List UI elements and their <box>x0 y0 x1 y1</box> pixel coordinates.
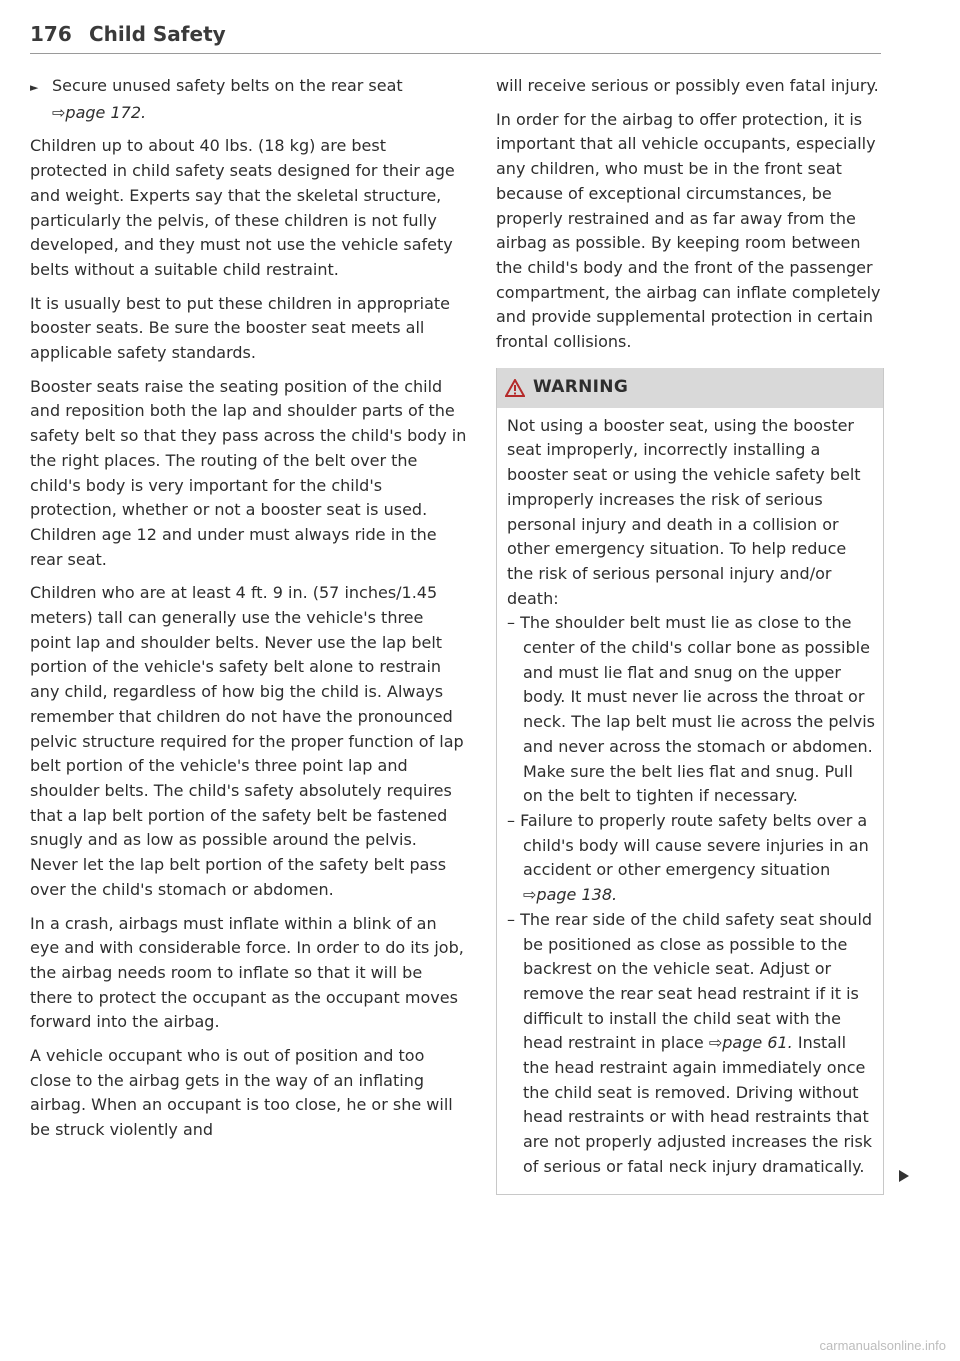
paragraph: A vehicle occupant who is out of position and too close to the airbag gets in the way of an inflating airbag. When an occupant is too close, he or she will be struck violently and <box>30 1046 453 1140</box>
watermark: carmanualsonline.info <box>819 1338 946 1353</box>
header-divider <box>30 53 881 54</box>
paragraph: will receive serious or possibly even fatal injury. <box>496 76 879 95</box>
page-number: 176 <box>30 22 72 46</box>
bullet-instruction: ► Secure unused safety belts on the rear seat ⇨page 172. <box>30 76 403 122</box>
warning-header <box>497 368 883 408</box>
paragraph: Children up to about 40 lbs. (18 kg) are best protected in child safety seats designed for their age and weight. Experts say that the skeletal structure, particularly the pelvis, of these children is not fully developed, and they must not use the vehicle safety belts without a suitable child restraint. <box>30 136 455 279</box>
paragraph: Children who are at least 4 ft. 9 in. (57 inches/1.45 meters) tall can generally use the vehicle's three point lap and shoulder belts. Never use the lap belt portion of the vehicle's safety belt alone to restrain any child, regardless of how big the child is. Always remember that children do not have the pronounced pelvic structure required for the proper function of lap belt portion of the vehicle's three point lap and shoulder belts. The child's safety absolutely requires that a lap belt portion of the safety belt be fastened snugly and as low as possible around the pelvis. Never let the lap belt portion of the safety belt pass over the child's stomach or abdomen. <box>30 583 464 899</box>
section-title: Child Safety <box>89 22 226 46</box>
paragraph: In a crash, airbags must inflate within a blink of an eye and with considerable force. In order to do its job, the airbag needs room to inflate so that it will be there to protect the occupant as the occupant moves forward into the airbag. <box>30 913 464 1032</box>
left-column <box>30 74 468 1152</box>
warning-item: – Failure to properly route safety belts over a child's body will cause severe injuries in an accident or other emergency situation ⇨page 138. <box>507 810 869 905</box>
warning-item: – The rear side of the child safety seat should be positioned as close as possible to the backrest on the vehicle seat. Adjust or remove the rear seat head restraint if it is difficult to install the child seat with the head restraint in place ⇨page 61. Install the head restraint again immediately once the child seat is removed. Driving without head restraints or with head restraints that are not properly adjusted increases the risk of serious or fatal neck injury dramatically. <box>507 909 873 1176</box>
continue-arrow-icon <box>899 1170 909 1182</box>
paragraph: It is usually best to put these children in appropriate booster seats. Be sure the booster seat meets all applicable safety standards. <box>30 293 451 363</box>
page-ref-link[interactable]: ⇨page 61. <box>708 1033 793 1053</box>
warning-triangle-icon <box>505 379 525 397</box>
paragraph: In order for the airbag to offer protection, it is important that all vehicle occupants, especially any children, who must be in the front seat because of exceptional circumstances, be properly restrained and as far away from the airbag as possible. By keeping room between the child's body and the front of the passenger compartment, the airbag can inflate completely and provide supplemental protection in certain frontal collisions. <box>496 109 881 352</box>
warning-title: WARNING <box>533 377 629 398</box>
paragraph: Booster seats raise the seating position of the child and reposition both the lap and shoulder parts of the safety belt so that they pass across the child's body in the right places. The routing of the belt over the child's body is very important for the child's protection, whether or not a booster seat is used. Children age 12 and under must always ride in the rear seat. <box>30 376 467 569</box>
warning-body <box>497 408 883 1194</box>
page-header <box>30 22 880 54</box>
warning-box <box>496 368 884 1195</box>
right-column <box>496 74 886 1195</box>
warning-intro: Not using a booster seat, using the booster seat improperly, incorrectly installing a booster seat or using the vehicle safety belt improperly increases the risk of serious personal injury and death in a collision or other emergency situation. To help reduce the risk of serious personal injury and/or death: <box>507 415 861 608</box>
warning-item: – The shoulder belt must lie as close to the center of the child's collar bone as possible and must lie flat and snug on the upper body. It must never lie across the throat or neck. The lap belt must lie across the pelvis and never across the stomach or abdomen. Make sure the belt lies flat and snug. Pull on the belt to tighten if necessary. <box>507 613 876 806</box>
page-ref-link[interactable]: ⇨page 172. <box>52 102 147 122</box>
page-ref-link[interactable]: ⇨page 138. <box>523 885 618 905</box>
triangle-bullet-icon: ► <box>30 81 39 94</box>
